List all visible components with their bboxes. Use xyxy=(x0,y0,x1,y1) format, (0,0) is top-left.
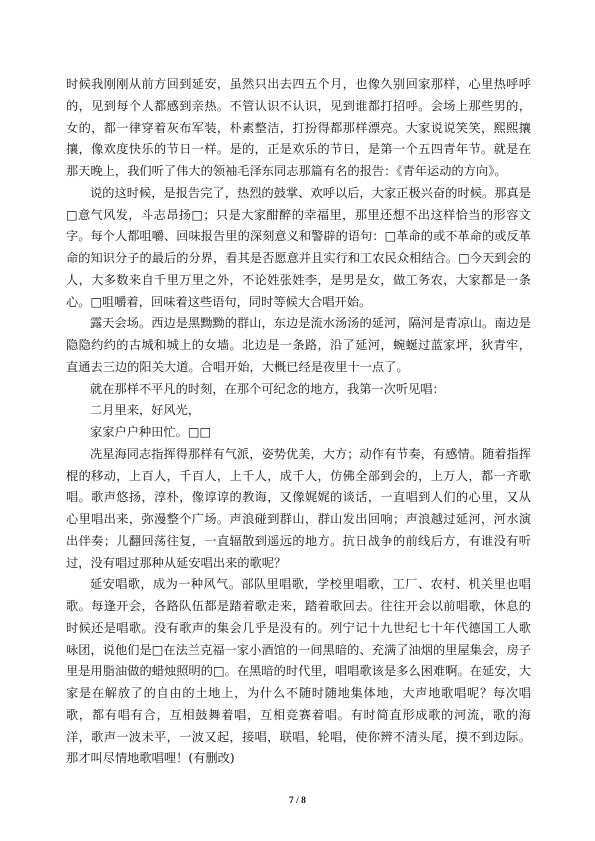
page-number: 7 / 8 xyxy=(289,796,306,806)
song-lyric-line-2: 家家户户种田忙。□□ xyxy=(90,425,212,439)
paragraph-3: 露天会场。西边是黑黝黝的群山，东边是流水汤汤的延河，隔河是青凉山。南边是隐隐约约的古城和城上的女墙。北边是一条路，沿了延河，蜿蜒过蓝家坪，狄青牢，直通去三边的阳关大道。合唱开始，大概已经是夜里十一点了。 xyxy=(66,316,531,374)
paragraph-2: 说的这时候，是报告完了，热烈的鼓掌、欢呼以后，大家正极兴奋的时候。那真是□意气风发，斗志昂扬□；只是大家酣醉的幸福里，那里还想不出这样恰当的形容文字。每个人都咀嚼、回味报告里的深刻意义和警辟的语句：□革命的或不革命的或反革命的知识分子的最后的分界，看其是否愿意并且实行和工农民众相结合。□今天到会的人，大多数来自千里万里之外，不论姓张姓李，是男是女，做工务农，大家都是一条心。□咀嚼着，回味着这些语句，同时等候大合唱开始。 xyxy=(66,185,531,309)
paragraph-6: 延安唱歌，成为一种风气。部队里唱歌，学校里唱歌，工厂、农村、机关里也唱歌。每逢开会，各路队伍都是踏着歌走来，踏着歌回去。往往开会以前唱歌，休息的时候还是唱歌。没有歌声的集会几乎是没有的。列宁记十九世纪七十年代德国工人歌咏团，说他们是□在法兰克福一家小酒馆的一间黑暗的、充满了油烟的里屋集会，房子里是用脂油做的蜡烛照明的□。在黑暗的时代里，唱唱歌该是多么困难啊。在延安，大家是在解放了的自由的土地上，为什么不随时随地集体地，大声地歌唱呢？每次唱歌，都有唱有合，互相鼓舞着唱，互相竞赛着唱。有时简直形成歌的河流，歌的海洋，歌声一波未平，一波又起，接唱，联唱，轮唱，使你辨不清头尾，摸不到边际。那才叫尽情地歌唱哩！(有删改) xyxy=(66,577,531,766)
song-lyric-line-1: 二月里来，好风光， xyxy=(90,403,201,418)
paragraph-1: 时候我刚刚从前方回到延安，虽然只出去四五个月，也像久别回家那样，心里热呼呼的，见到每个人都感到亲热。不管认识不认识，见到谁都打招呼。会场上那些男的，女的，都一律穿着灰布军装，朴素整洁，打扮得都那样漂亮。大家说说笑笑，熙熙攘攘，像欢度快乐的节日一样。是的，正是欢乐的节日，是第一个五四青年节。就是在那天晚上，我们听了伟大的领袖毛泽东同志那篇有名的报告：《青年运动的方向》。 xyxy=(66,77,531,178)
paragraph-5: 冼星海同志指挥得那样有气派，姿势优美，大方；动作有节奏，有感情。随着指挥棍的移动，上百人，千百人，上千人，成千人，仿佛全部到会的，上万人，都一齐歌唱。歌声悠扬，淳朴，像谆谆的教诲，又像娓娓的谈话，一直唱到人们的心里，又从心里唱出来，弥漫整个广场。声浪碰到群山，群山发出回响；声浪越过延河，河水演出伴奏；儿翻回荡往复，一直辐散到遥远的地方。抗日战争的前线后方，有谁没有听过，没有唱过那种从延安唱出来的歌呢？ xyxy=(66,446,531,570)
document-body xyxy=(66,74,531,770)
paragraph-4: 就在那样不平凡的时刻，在那个可纪念的地方，我第一次听见唱： xyxy=(90,381,445,396)
